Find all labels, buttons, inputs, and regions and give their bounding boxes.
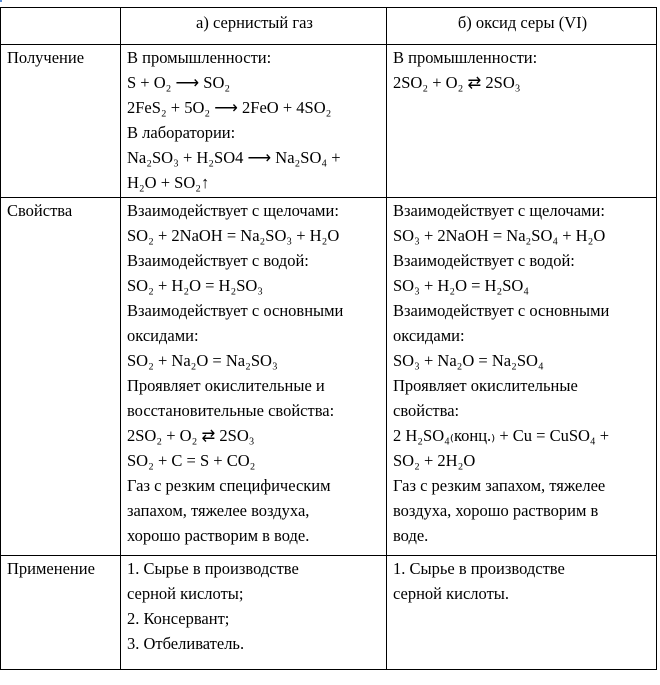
- equation: SO₃ + 2NaOH = Na₂SO₄ + H₂O: [393, 226, 606, 245]
- text-line: Взаимодействует с водой:: [127, 251, 309, 270]
- equation: SO₃ + Na₂O = Na₂SO₄: [393, 351, 544, 370]
- text-line: В промышленности:: [393, 48, 538, 67]
- text-line: запахом, тяжелее воздуха,: [127, 501, 310, 520]
- equation: Na₂SO₃ + H₂SO4 ⟶ Na₂SO₄ +: [127, 148, 341, 167]
- equation: SO₂ + H₂O = H₂SO₃: [127, 276, 264, 295]
- text-line: воздуха, хорошо растворим в: [393, 501, 599, 520]
- list-item: 2. Консервант;: [127, 609, 230, 628]
- table-row-obtaining: [1, 45, 657, 198]
- row-label-properties: Свойства: [1, 198, 121, 556]
- text-line: Взаимодействует с основными: [127, 301, 344, 320]
- equation: SO₂ + 2NaOH = Na₂SO₃ + H₂O: [127, 226, 340, 245]
- text-line: Взаимодействует с щелочами:: [127, 201, 339, 220]
- cell-obtaining-a: [121, 45, 387, 198]
- equation: S + O₂ ⟶ SO₂: [127, 73, 231, 92]
- table-row-application: [1, 556, 657, 670]
- list-item: серной кислоты;: [127, 584, 244, 603]
- text-line: В промышленности:: [127, 48, 272, 67]
- list-item: 3. Отбеливатель.: [127, 634, 245, 653]
- row-label-application: Применение: [1, 556, 121, 670]
- equation: SO₃ + H₂O = H₂SO₄: [393, 276, 530, 295]
- text-line: Проявляет окислительные и: [127, 376, 325, 395]
- cell-application-a: [121, 556, 387, 670]
- table-header-row: [1, 8, 657, 45]
- equation: 2 H₂SO₄₍конц.₎ + Cu = CuSO₄ +: [393, 426, 610, 445]
- equation: H₂O + SO₂↑: [127, 173, 210, 192]
- text-line: восстановительные свойства:: [127, 401, 335, 420]
- list-item: серной кислоты.: [393, 584, 509, 603]
- cell-application-b: [387, 556, 657, 670]
- cell-properties-a: [121, 198, 387, 556]
- comparison-table: [0, 7, 657, 670]
- equation: 2FeS₂ + 5O₂ ⟶ 2FeO + 4SO₂: [127, 98, 332, 117]
- text-line: хорошо растворим в воде.: [127, 526, 310, 545]
- text-line: Взаимодействует с щелочами:: [393, 201, 605, 220]
- equation: SO₂ + C = S + CO₂: [127, 451, 256, 470]
- text-line: В лаборатории:: [127, 123, 236, 142]
- equation: SO₂ + Na₂O = Na₂SO₃: [127, 351, 278, 370]
- text-line: Газ с резким запахом, тяжелее: [393, 476, 606, 495]
- text-line: Проявляет окислительные: [393, 376, 578, 395]
- row-label-obtaining: Получение: [1, 45, 121, 198]
- header-col-b: б) оксид серы (VI): [387, 8, 657, 45]
- text-line: Взаимодействует с основными: [393, 301, 610, 320]
- text-line: оксидами:: [127, 326, 199, 345]
- list-item: 1. Сырье в производстве: [393, 559, 565, 578]
- cell-properties-b: [387, 198, 657, 556]
- equation: 2SO₂ + O₂ ⇄ 2SO₃: [127, 426, 255, 445]
- header-empty-cell: [1, 8, 121, 45]
- corner-marker: [0, 0, 2, 2]
- equation: 2SO₂ + O₂ ⇄ 2SO₃: [393, 73, 521, 92]
- equation: SO₂ + 2H₂O: [393, 451, 476, 470]
- text-line: свойства:: [393, 401, 460, 420]
- cell-obtaining-b: [387, 45, 657, 198]
- header-col-a: а) сернистый газ: [121, 8, 387, 45]
- text-line: оксидами:: [393, 326, 465, 345]
- text-line: Взаимодействует с водой:: [393, 251, 575, 270]
- text-line: Газ с резким специфическим: [127, 476, 331, 495]
- list-item: 1. Сырье в производстве: [127, 559, 299, 578]
- table-row-properties: [1, 198, 657, 556]
- text-line: воде.: [393, 526, 429, 545]
